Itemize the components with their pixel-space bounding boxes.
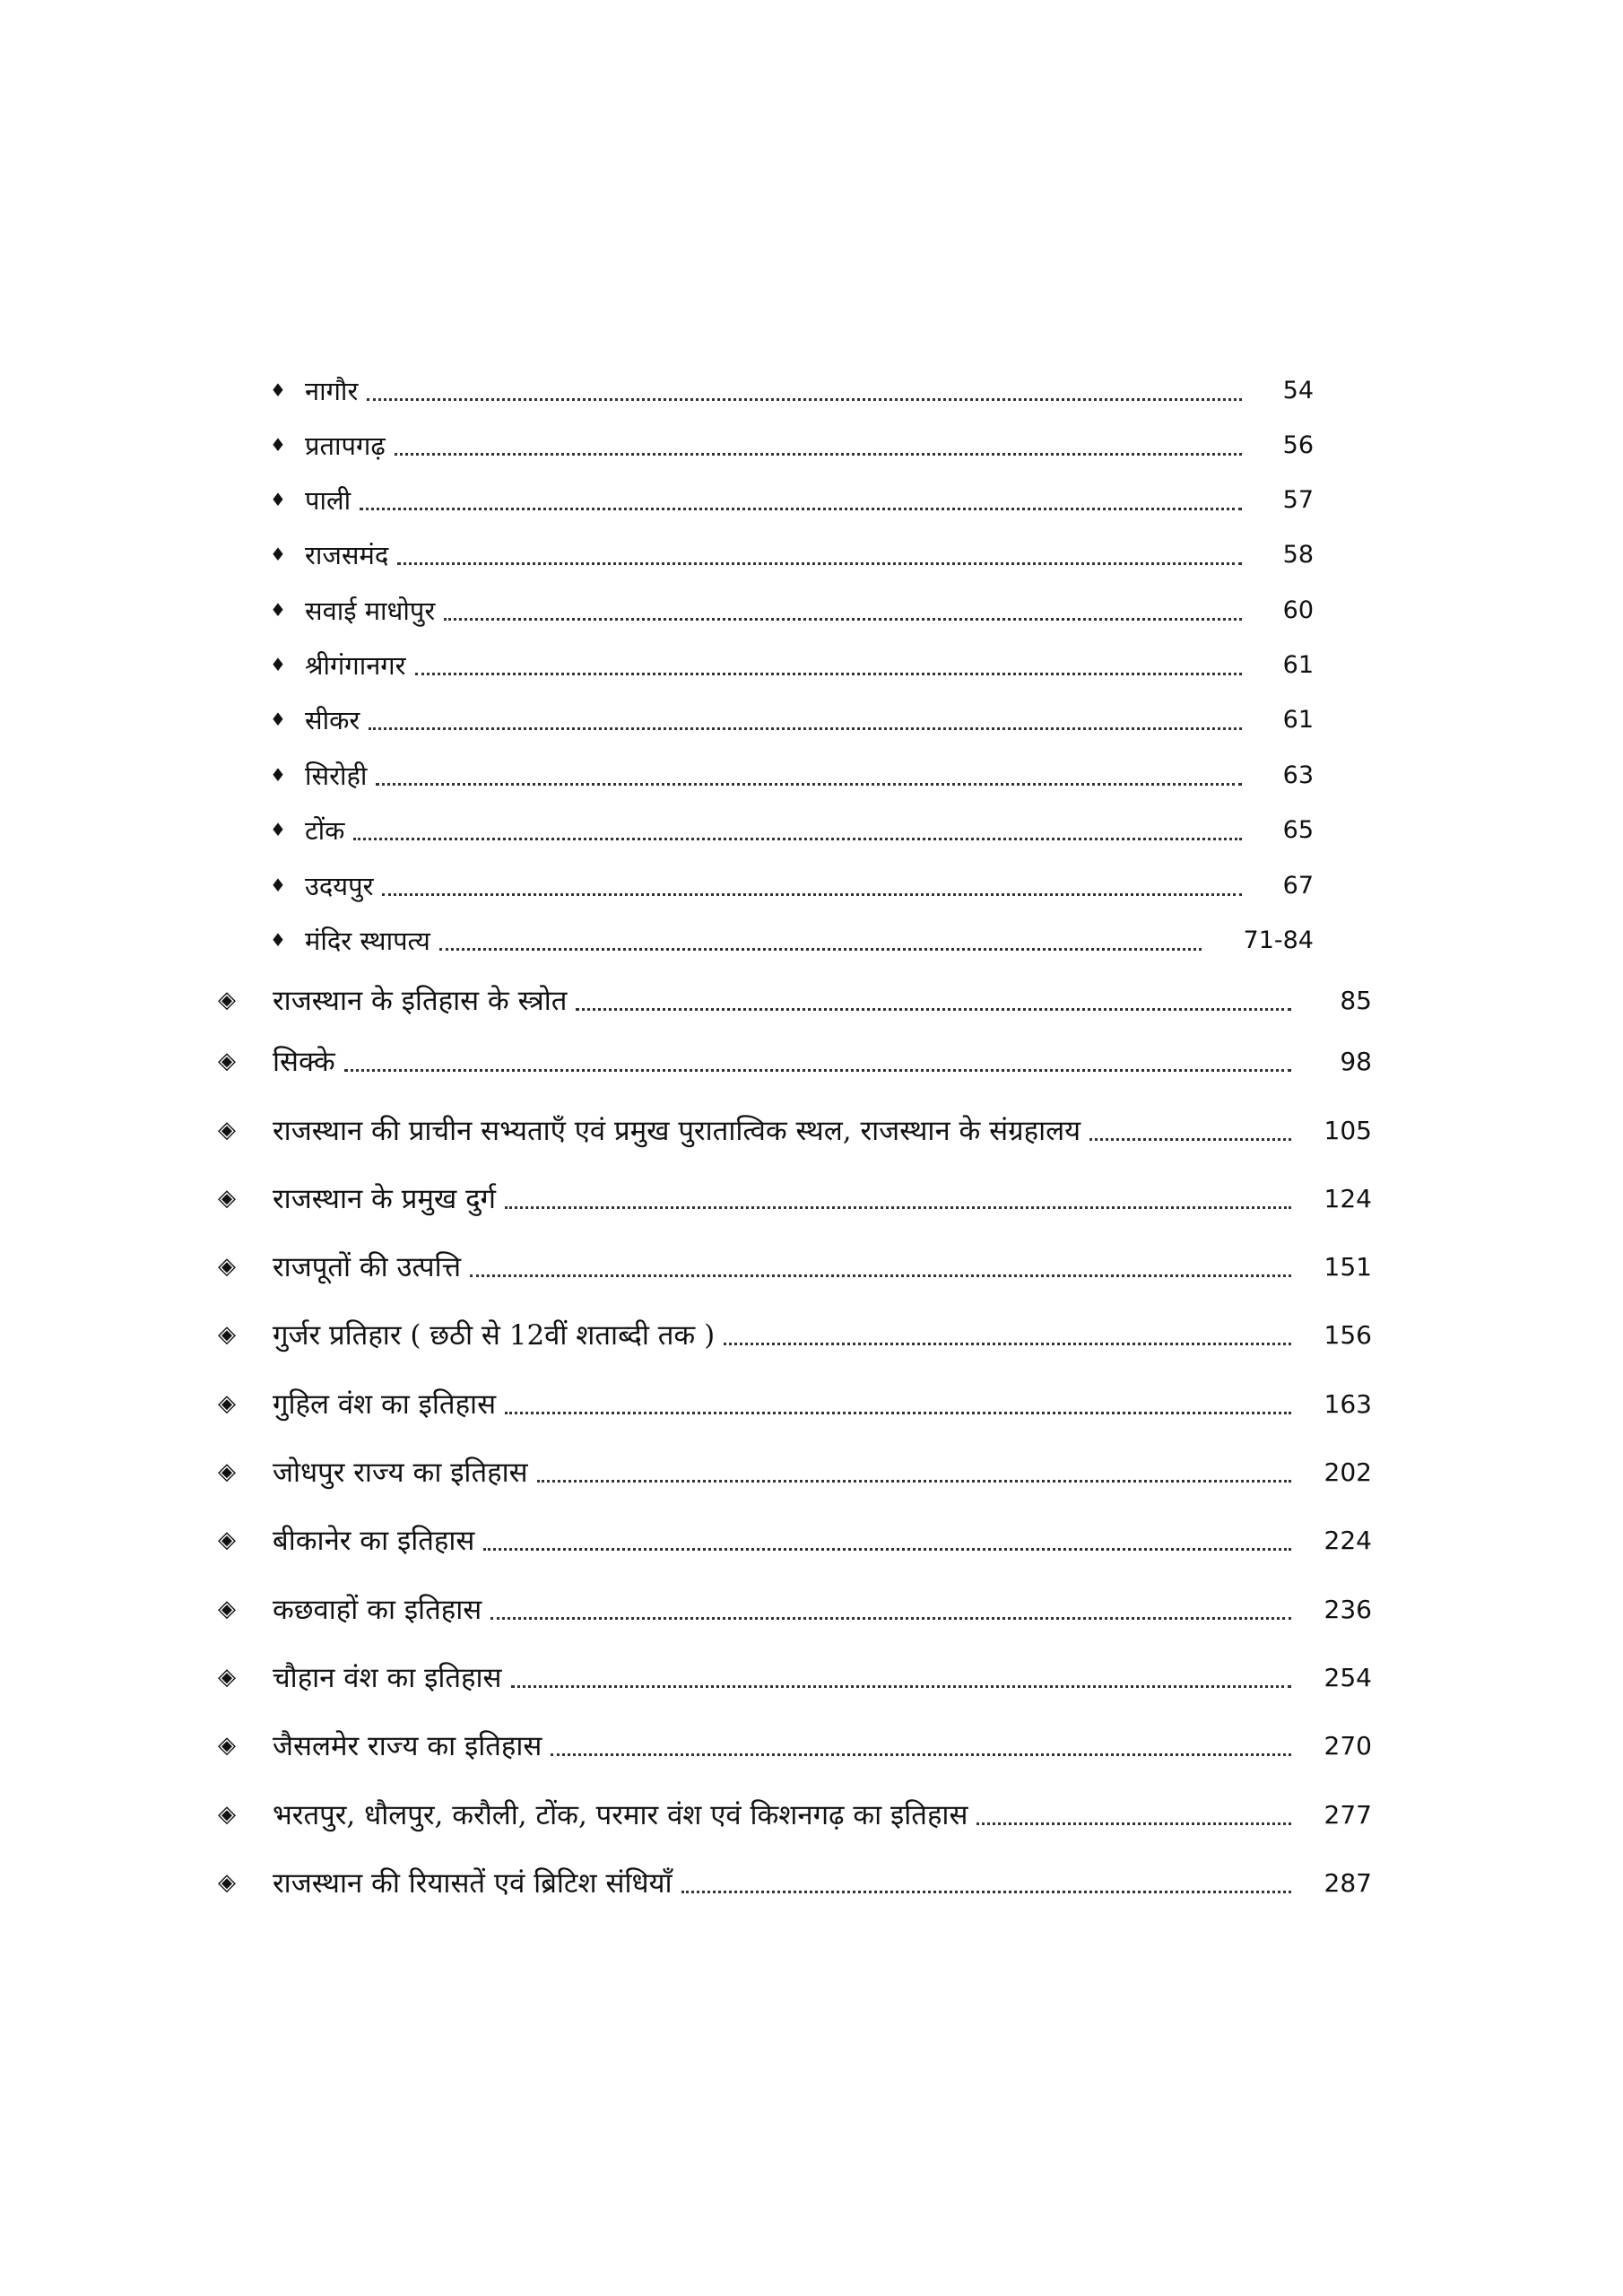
toc-main-entry[interactable]	[215, 1034, 1372, 1088]
toc-sub-entry[interactable]	[269, 473, 1314, 526]
dot-leader	[397, 562, 1242, 565]
toc-main-entry[interactable]	[215, 1582, 1372, 1636]
dot-leader	[376, 783, 1242, 786]
toc-sub-entry[interactable]	[269, 418, 1314, 472]
dot-leader	[505, 1412, 1291, 1414]
toc-main-entry[interactable]	[215, 1513, 1372, 1567]
diamond-outline-bullet-icon: ◈	[218, 1732, 236, 1759]
toc-sub-entry[interactable]	[269, 638, 1314, 691]
toc-entry-label: गुहिल वंश का इतिहास	[273, 1388, 497, 1421]
toc-sub-entry[interactable]	[269, 803, 1314, 857]
toc-page-number: 151	[1324, 1251, 1372, 1282]
toc-page-number: 65	[1282, 815, 1314, 844]
diamond-outline-bullet-icon: ◈	[218, 1321, 236, 1348]
diamond-outline-bullet-icon: ◈	[218, 1458, 236, 1485]
toc-entry-label: राजस्थान की प्राचीन सभ्यताएँ एवं प्रमुख पुरातात्विक स्थल, राजस्थान के संग्रहालय	[273, 1115, 1081, 1147]
dot-leader	[367, 398, 1242, 401]
toc-entry-label: श्रीगंगानगर	[305, 649, 406, 681]
dot-leader	[483, 1548, 1291, 1551]
toc-page-number: 63	[1282, 761, 1314, 789]
dot-leader	[369, 727, 1242, 730]
toc-entry-label: प्रतापगढ़	[305, 430, 386, 461]
dot-leader	[360, 508, 1242, 510]
toc-sub-entry[interactable]	[269, 363, 1314, 417]
toc-page-number: 156	[1324, 1319, 1372, 1350]
diamond-outline-bullet-icon: ◈	[218, 1185, 236, 1212]
toc-page-number: 85	[1340, 985, 1372, 1015]
dot-leader	[551, 1753, 1291, 1756]
dot-leader	[444, 618, 1242, 621]
dot-leader	[1089, 1138, 1291, 1141]
toc-entry-label: टोंक	[305, 814, 345, 846]
toc-entry-label: बीकानेर का इतिहास	[273, 1525, 475, 1557]
dot-leader	[576, 1008, 1291, 1011]
diamond-bullet-icon: ♦	[270, 544, 286, 565]
toc-entry-label: राजस्थान के इतिहास के स्त्रोत	[273, 985, 568, 1017]
toc-page-number: 56	[1282, 430, 1314, 459]
toc-sub-entry[interactable]	[269, 527, 1314, 581]
diamond-bullet-icon: ♦	[270, 599, 286, 621]
toc-entry-label: सवाई माधोपुर	[305, 595, 436, 626]
toc-entry-label: पाली	[305, 484, 352, 516]
toc-entry-label: कछवाहों का इतिहास	[273, 1594, 482, 1626]
diamond-outline-bullet-icon: ◈	[218, 1596, 236, 1622]
toc-page-number: 61	[1282, 705, 1314, 734]
toc-entry-label: चौहान वंश का इतिहास	[273, 1662, 502, 1694]
diamond-outline-bullet-icon: ◈	[218, 1390, 236, 1417]
toc-page-number: 54	[1282, 376, 1314, 404]
toc-page-number: 163	[1324, 1388, 1372, 1419]
toc-page-number: 71-84	[1243, 926, 1314, 954]
toc-page-number: 254	[1324, 1662, 1372, 1692]
toc-page-number: 202	[1324, 1457, 1372, 1487]
toc-page-number: 98	[1340, 1046, 1372, 1076]
diamond-outline-bullet-icon: ◈	[218, 987, 236, 1013]
toc-entry-label: भरतपुर, धौलपुर, करौली, टोंक, परमार वंश एवं किशनगढ़ का इतिहास	[273, 1799, 968, 1831]
dot-leader	[353, 838, 1242, 840]
toc-entry-label: राजस्थान की रियासतें एवं ब्रिटिश संधियाँ	[273, 1867, 673, 1900]
toc-main-entry[interactable]	[215, 1718, 1372, 1772]
toc-sub-entry[interactable]	[269, 583, 1314, 637]
diamond-outline-bullet-icon: ◈	[218, 1526, 236, 1553]
dot-leader	[415, 673, 1243, 675]
toc-entry-label: सीकर	[305, 704, 360, 735]
toc-entry-label: राजसमंद	[305, 539, 389, 570]
toc-entry-label: मंदिर स्थापत्य	[305, 925, 430, 956]
diamond-bullet-icon: ♦	[270, 709, 286, 730]
dot-leader	[344, 1069, 1291, 1072]
dot-leader	[439, 948, 1202, 951]
toc-entry-label: गुर्जर प्रतिहार ( छठी से 12वीं शताब्दी तक )	[273, 1319, 716, 1352]
toc-main-entry[interactable]	[215, 1445, 1372, 1499]
toc-entry-label: नागौर	[305, 375, 359, 406]
toc-sub-entry[interactable]	[269, 692, 1314, 746]
diamond-bullet-icon: ♦	[270, 654, 286, 675]
dot-leader	[490, 1617, 1291, 1620]
dot-leader	[505, 1206, 1291, 1209]
toc-page-number: 236	[1324, 1594, 1372, 1624]
diamond-outline-bullet-icon: ◈	[218, 1801, 236, 1828]
toc-sub-entry[interactable]	[269, 858, 1314, 912]
diamond-bullet-icon: ♦	[270, 379, 286, 401]
toc-entry-label: राजस्थान के प्रमुख दुर्ग	[273, 1183, 497, 1215]
toc-entry-label: जैसलमेर राज्य का इतिहास	[273, 1730, 542, 1762]
toc-page-number: 60	[1282, 596, 1314, 624]
toc-entry-label: राजपूतों की उत्पत्ति	[273, 1251, 462, 1283]
toc-sub-entry[interactable]	[269, 748, 1314, 802]
diamond-bullet-icon: ♦	[270, 819, 286, 840]
diamond-outline-bullet-icon: ◈	[218, 1117, 236, 1144]
dot-leader	[395, 453, 1242, 456]
toc-page-number: 58	[1282, 540, 1314, 569]
diamond-bullet-icon: ♦	[270, 489, 286, 510]
toc-entry-label: उदयपुर	[305, 870, 374, 901]
toc-main-entry[interactable]	[215, 1171, 1372, 1225]
toc-page-number: 224	[1324, 1525, 1372, 1555]
toc-main-entry[interactable]	[215, 1377, 1372, 1431]
toc-main-entry[interactable]	[215, 1103, 1372, 1157]
toc-entry-label: जोधपुर राज्य का इतिहास	[273, 1457, 528, 1489]
dot-leader	[976, 1822, 1291, 1825]
toc-page-number: 287	[1324, 1867, 1372, 1898]
toc-page-number: 57	[1282, 485, 1314, 514]
toc-page-number: 270	[1324, 1730, 1372, 1761]
dot-leader	[470, 1274, 1291, 1277]
diamond-bullet-icon: ♦	[270, 929, 286, 951]
toc-main-entry[interactable]	[215, 973, 1372, 1027]
dot-leader	[724, 1343, 1291, 1345]
toc-main-entry[interactable]	[215, 1308, 1372, 1361]
toc-page-number: 67	[1282, 871, 1314, 900]
diamond-bullet-icon: ♦	[270, 434, 286, 456]
dot-leader	[681, 1891, 1291, 1893]
dot-leader	[382, 893, 1242, 896]
diamond-outline-bullet-icon: ◈	[218, 1869, 236, 1896]
dot-leader	[537, 1480, 1291, 1483]
toc-sub-entry[interactable]	[269, 913, 1314, 967]
diamond-bullet-icon: ♦	[270, 764, 286, 786]
toc-page-number: 124	[1324, 1183, 1372, 1213]
diamond-outline-bullet-icon: ◈	[218, 1048, 236, 1074]
toc-main-entry[interactable]	[215, 1239, 1372, 1293]
toc-main-entry[interactable]	[215, 1787, 1372, 1841]
toc-page-number: 61	[1282, 650, 1314, 679]
toc-entry-label: सिरोही	[305, 760, 368, 791]
diamond-outline-bullet-icon: ◈	[218, 1664, 236, 1691]
diamond-bullet-icon: ♦	[270, 874, 286, 896]
toc-main-entry[interactable]	[215, 1856, 1372, 1909]
toc-main-entry[interactable]	[215, 1650, 1372, 1704]
toc-page-number: 277	[1324, 1799, 1372, 1830]
toc-entry-label: सिक्के	[273, 1046, 335, 1078]
toc-page-number: 105	[1324, 1115, 1372, 1145]
dot-leader	[511, 1685, 1292, 1688]
diamond-outline-bullet-icon: ◈	[218, 1253, 236, 1280]
